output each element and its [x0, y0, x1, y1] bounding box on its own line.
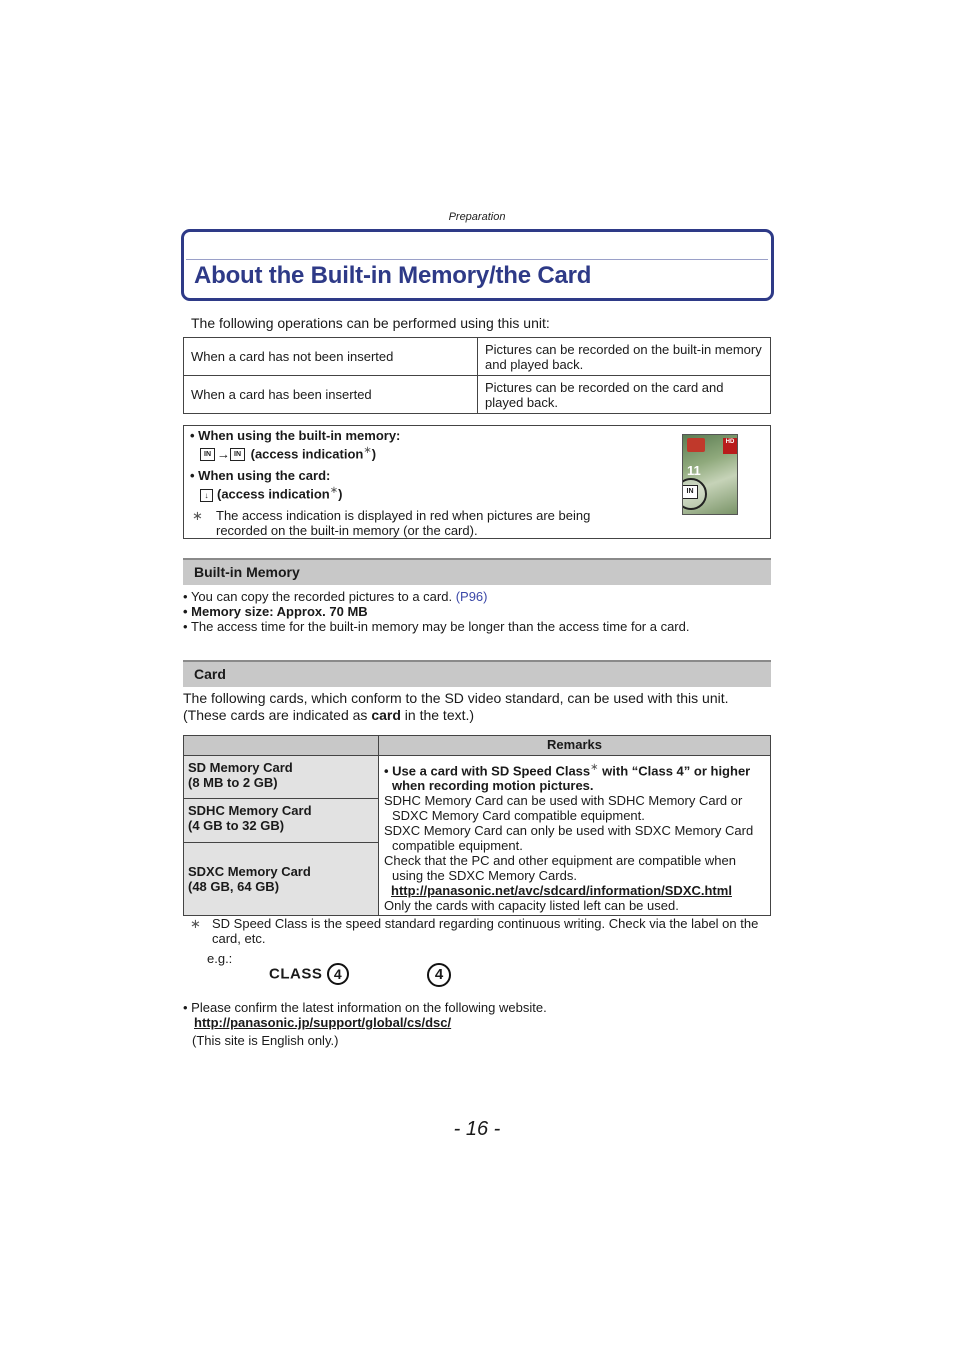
website-url-row [183, 1015, 773, 1030]
quality-badge: HD [723, 438, 737, 454]
access-footnote [190, 508, 660, 538]
remarks-cell [379, 756, 771, 916]
table-row [184, 338, 771, 376]
remark-item: • Use a card with SD Speed Class∗ with “Class 4” or higher when recording motion pictures. [384, 762, 751, 794]
card-label: When using the card: [198, 468, 331, 484]
cards-table [183, 735, 771, 916]
condition-cell: When a card has been inserted [184, 376, 478, 414]
page-link[interactable]: (P96) [455, 589, 488, 604]
asterisk-mark: ∗ [329, 485, 339, 497]
card-desc-text: in the text.) [400, 707, 475, 723]
card-desc-line [183, 707, 773, 724]
card-usage: • When using the card: [190, 468, 331, 484]
card-capacity: (8 MB to 2 GB) [188, 775, 278, 790]
table-header-blank [184, 736, 379, 756]
class-logo-circle: 4 [427, 963, 451, 987]
table-row [184, 756, 771, 799]
card-indication [190, 483, 660, 501]
intro-text: The following operations can be performed using this unit: [191, 315, 550, 331]
remarks-header: Remarks [379, 736, 771, 756]
remark-url-row [383, 883, 766, 898]
card-indication-text: (access indication [217, 486, 330, 502]
remark-text: Use a card with SD Speed Class [392, 763, 591, 779]
section-label: Preparation [448, 211, 506, 223]
remark-item: SDHC Memory Card can be used with SDHC Memory Card or SDXC Memory Card compatible equipment. [384, 793, 743, 824]
card-access-icon: ↓ [200, 489, 213, 502]
paren: ) [371, 446, 377, 462]
camera-screen-image [682, 434, 738, 515]
builtin-memory-heading: Built-in Memory [183, 558, 771, 585]
paren: ) [338, 486, 343, 502]
card-heading: Card [183, 660, 771, 687]
asterisk-mark: ∗ [590, 762, 599, 773]
card-desc-line: The following cards, which conform to the SD video standard, can be used with this unit. [183, 690, 729, 706]
sdxc-info-link[interactable]: http://panasonic.net/avc/sdcard/information/SDXC.html [391, 883, 732, 899]
builtin-memory-notes [183, 589, 773, 634]
card-name: SDHC Memory Card [188, 803, 312, 819]
card-name: SD Memory Card [188, 760, 293, 775]
builtin-usage: • When using the built-in memory: [190, 428, 401, 443]
class4-circle-logo [427, 963, 451, 987]
builtin-indication: IN → IN (access indication∗) [190, 443, 660, 461]
footnote-text: SD Speed Class is the speed standard regarding continuous writing. Check via the label on the card, etc. [212, 916, 759, 946]
card-type-cell [184, 756, 379, 799]
card-description [183, 690, 773, 724]
card-desc-text: (These cards are indicated as [183, 707, 372, 723]
asterisk-mark: ∗ [363, 445, 372, 456]
card-type-cell [184, 842, 379, 916]
remark-text: with “Class 4” or higher when recording motion pictures. [392, 763, 751, 794]
result-cell: Pictures can be recorded on the built-in memory and played back. [478, 338, 771, 376]
access-note-text: The access indication is displayed in red when pictures are being recorded on the built-in memory (or the card). [216, 507, 591, 538]
builtin-indication-text: (access indication [250, 446, 364, 462]
builtin-label: When using the built-in memory: [198, 428, 401, 443]
website-text: Please confirm the latest information on the following website. [191, 1000, 547, 1015]
website-language-note: (This site is English only.) [192, 1033, 339, 1048]
title-divider [186, 259, 768, 260]
asterisk-mark: ∗ [192, 507, 203, 523]
page-title: About the Built-in Memory/the Card [194, 262, 592, 289]
page-number: - 16 - [453, 1118, 501, 1140]
remark-item: Check that the PC and other equipment are compatible when using the SDXC Memory Cards. [384, 853, 736, 884]
example-label: e.g.: [207, 951, 233, 966]
list-item: • Memory size: Approx. 70 MB [183, 604, 368, 619]
builtin-memory-icon: IN [200, 448, 215, 461]
builtin-memory-icon: IN [682, 485, 698, 499]
result-cell: Pictures can be recorded on the card and played back. [478, 376, 771, 414]
table-row [184, 376, 771, 414]
camera-mode-icon [687, 438, 705, 452]
card-name: SDXC Memory Card [188, 864, 311, 879]
class-logo-circle: 4 [327, 963, 349, 985]
shots-remaining: 11 [687, 463, 701, 478]
access-time-note: The access time for the built-in memory may be longer than the access time for a card. [190, 619, 690, 634]
list-item: • The access time for the built-in memory may be longer than the access time for a card. [183, 619, 690, 634]
card-type-cell [184, 799, 379, 842]
access-notes [190, 428, 660, 538]
support-website-link[interactable]: http://panasonic.jp/support/global/cs/dsc/ [194, 1015, 452, 1030]
list-item: • You can copy the recorded pictures to a card. (P96) [183, 589, 488, 604]
list-item: • Please confirm the latest information on the following website. [183, 1000, 547, 1015]
card-desc-bold: card [371, 707, 401, 723]
copy-text: You can copy the recorded pictures to a card. [190, 589, 453, 604]
asterisk-mark: ∗ [190, 916, 201, 931]
class4-logo [269, 963, 349, 987]
memory-size: Memory size: Approx. 70 MB [191, 604, 368, 619]
remark-item: Only the cards with capacity listed left can be used. [384, 898, 679, 914]
card-capacity: (4 GB to 32 GB) [188, 818, 285, 834]
table-header-row [184, 736, 771, 756]
card-capacity: (48 GB, 64 GB) [188, 879, 280, 894]
builtin-memory-access-icon: IN [230, 448, 245, 461]
operations-table [183, 337, 771, 414]
condition-cell: When a card has not been inserted [184, 338, 478, 376]
class-logo-text: CLASS [269, 965, 323, 983]
website-note [183, 1000, 773, 1048]
remark-item: SDXC Memory Card can only be used with SDXC Memory Card compatible equipment. [384, 823, 754, 854]
speed-class-footnote [190, 916, 770, 946]
